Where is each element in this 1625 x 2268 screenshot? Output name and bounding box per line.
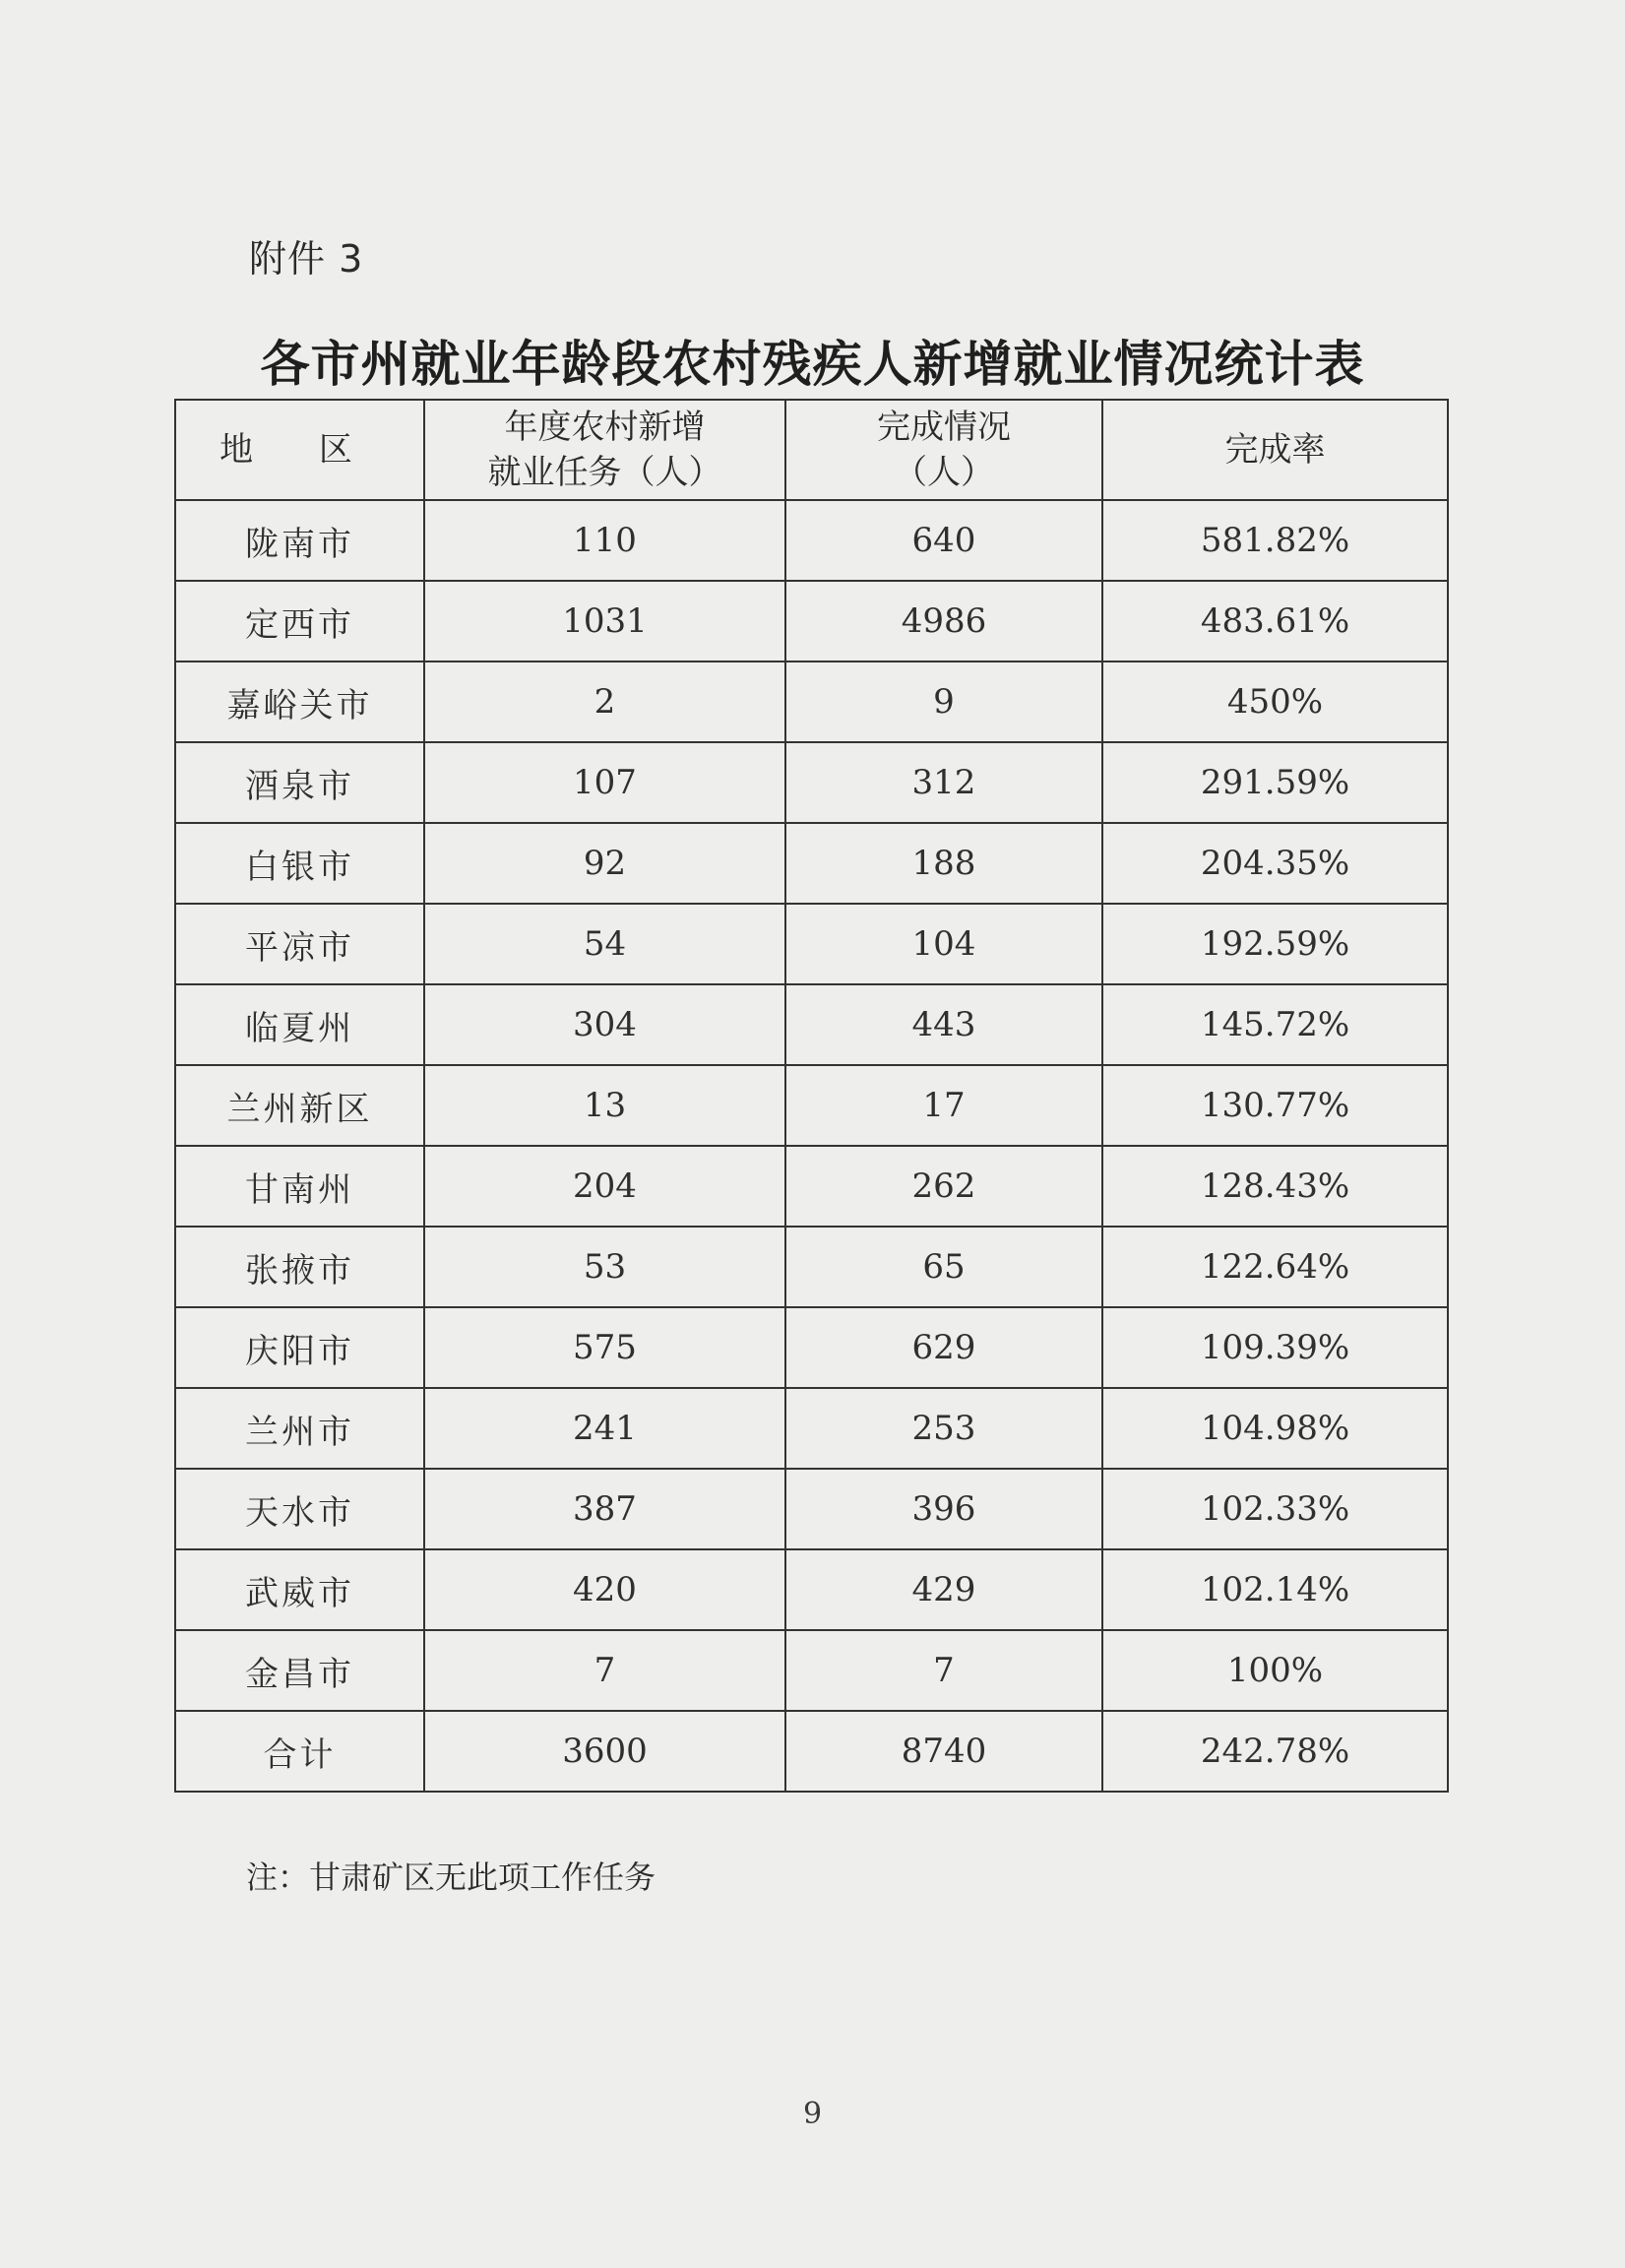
done-cell: 7	[785, 1630, 1102, 1711]
header-done-line2: （人）	[894, 453, 994, 492]
done-cell: 640	[785, 500, 1102, 581]
rate-cell: 104.98%	[1102, 1388, 1448, 1469]
region-cell: 庆阳市	[175, 1307, 424, 1388]
rate-cell: 100%	[1102, 1630, 1448, 1711]
table-row	[175, 984, 1448, 1065]
region-cell: 甘南州	[175, 1146, 424, 1227]
task-cell: 92	[424, 823, 785, 904]
table-row	[175, 1065, 1448, 1146]
rate-cell: 204.35%	[1102, 823, 1448, 904]
region-cell: 兰州市	[175, 1388, 424, 1469]
done-cell: 629	[785, 1307, 1102, 1388]
done-cell: 188	[785, 823, 1102, 904]
region-cell: 平凉市	[175, 904, 424, 984]
rate-cell: 242.78%	[1102, 1711, 1448, 1792]
task-cell: 387	[424, 1469, 785, 1549]
region-cell: 陇南市	[175, 500, 424, 581]
task-cell: 241	[424, 1388, 785, 1469]
task-cell: 304	[424, 984, 785, 1065]
region-cell: 合计	[175, 1711, 424, 1792]
header-done	[785, 400, 1102, 500]
table-row	[175, 1388, 1448, 1469]
rate-cell: 102.33%	[1102, 1469, 1448, 1549]
task-cell: 2	[424, 662, 785, 742]
document-title: 各市州就业年龄段农村残疾人新增就业情况统计表	[260, 335, 1365, 393]
rate-cell: 122.64%	[1102, 1227, 1448, 1307]
done-cell: 396	[785, 1469, 1102, 1549]
header-task	[424, 400, 785, 500]
region-cell: 天水市	[175, 1469, 424, 1549]
region-cell: 嘉峪关市	[175, 662, 424, 742]
region-cell: 白银市	[175, 823, 424, 904]
footnote: 注：甘肃矿区无此项工作任务	[246, 1858, 656, 1896]
region-cell: 武威市	[175, 1549, 424, 1630]
done-cell: 8740	[785, 1711, 1102, 1792]
done-cell: 262	[785, 1146, 1102, 1227]
rate-cell: 291.59%	[1102, 742, 1448, 823]
table-row	[175, 500, 1448, 581]
task-cell: 54	[424, 904, 785, 984]
header-rate-label: 完成率	[1224, 430, 1326, 470]
table-row	[175, 904, 1448, 984]
rate-cell: 192.59%	[1102, 904, 1448, 984]
header-task-line1: 年度农村新增	[504, 408, 706, 447]
header-region	[175, 400, 424, 500]
rate-cell: 109.39%	[1102, 1307, 1448, 1388]
table-row	[175, 1630, 1448, 1711]
task-cell: 7	[424, 1630, 785, 1711]
done-cell: 429	[785, 1549, 1102, 1630]
rate-cell: 450%	[1102, 662, 1448, 742]
header-task-line2: 就业任务（人）	[487, 453, 722, 492]
header-done-line1: 完成情况	[877, 408, 1011, 447]
rate-cell: 581.82%	[1102, 500, 1448, 581]
rate-cell: 130.77%	[1102, 1065, 1448, 1146]
table-row	[175, 1227, 1448, 1307]
task-cell: 204	[424, 1146, 785, 1227]
table-body	[175, 500, 1448, 1792]
task-cell: 1031	[424, 581, 785, 662]
done-cell: 312	[785, 742, 1102, 823]
done-cell: 253	[785, 1388, 1102, 1469]
table-row	[175, 1549, 1448, 1630]
task-cell: 3600	[424, 1711, 785, 1792]
table-row	[175, 1469, 1448, 1549]
rate-cell: 483.61%	[1102, 581, 1448, 662]
done-cell: 65	[785, 1227, 1102, 1307]
page-number: 9	[802, 2097, 823, 2131]
region-cell: 酒泉市	[175, 742, 424, 823]
table-row	[175, 1146, 1448, 1227]
rate-cell: 102.14%	[1102, 1549, 1448, 1630]
task-cell: 575	[424, 1307, 785, 1388]
done-cell: 17	[785, 1065, 1102, 1146]
table-header-row	[175, 400, 1448, 500]
table-row	[175, 1711, 1448, 1792]
task-cell: 13	[424, 1065, 785, 1146]
header-rate	[1102, 400, 1448, 500]
table-row	[175, 662, 1448, 742]
task-cell: 420	[424, 1549, 785, 1630]
table-row	[175, 581, 1448, 662]
rate-cell: 128.43%	[1102, 1146, 1448, 1227]
table-row	[175, 1307, 1448, 1388]
region-cell: 定西市	[175, 581, 424, 662]
task-cell: 53	[424, 1227, 785, 1307]
task-cell: 110	[424, 500, 785, 581]
header-region-label: 地 区	[219, 430, 380, 470]
rate-cell: 145.72%	[1102, 984, 1448, 1065]
attachment-label: 附件 3	[249, 237, 364, 281]
done-cell: 443	[785, 984, 1102, 1065]
table-row	[175, 742, 1448, 823]
region-cell: 兰州新区	[175, 1065, 424, 1146]
region-cell: 临夏州	[175, 984, 424, 1065]
region-cell: 张掖市	[175, 1227, 424, 1307]
statistics-table	[174, 399, 1449, 1793]
table-row	[175, 823, 1448, 904]
done-cell: 9	[785, 662, 1102, 742]
done-cell: 4986	[785, 581, 1102, 662]
done-cell: 104	[785, 904, 1102, 984]
region-cell: 金昌市	[175, 1630, 424, 1711]
task-cell: 107	[424, 742, 785, 823]
